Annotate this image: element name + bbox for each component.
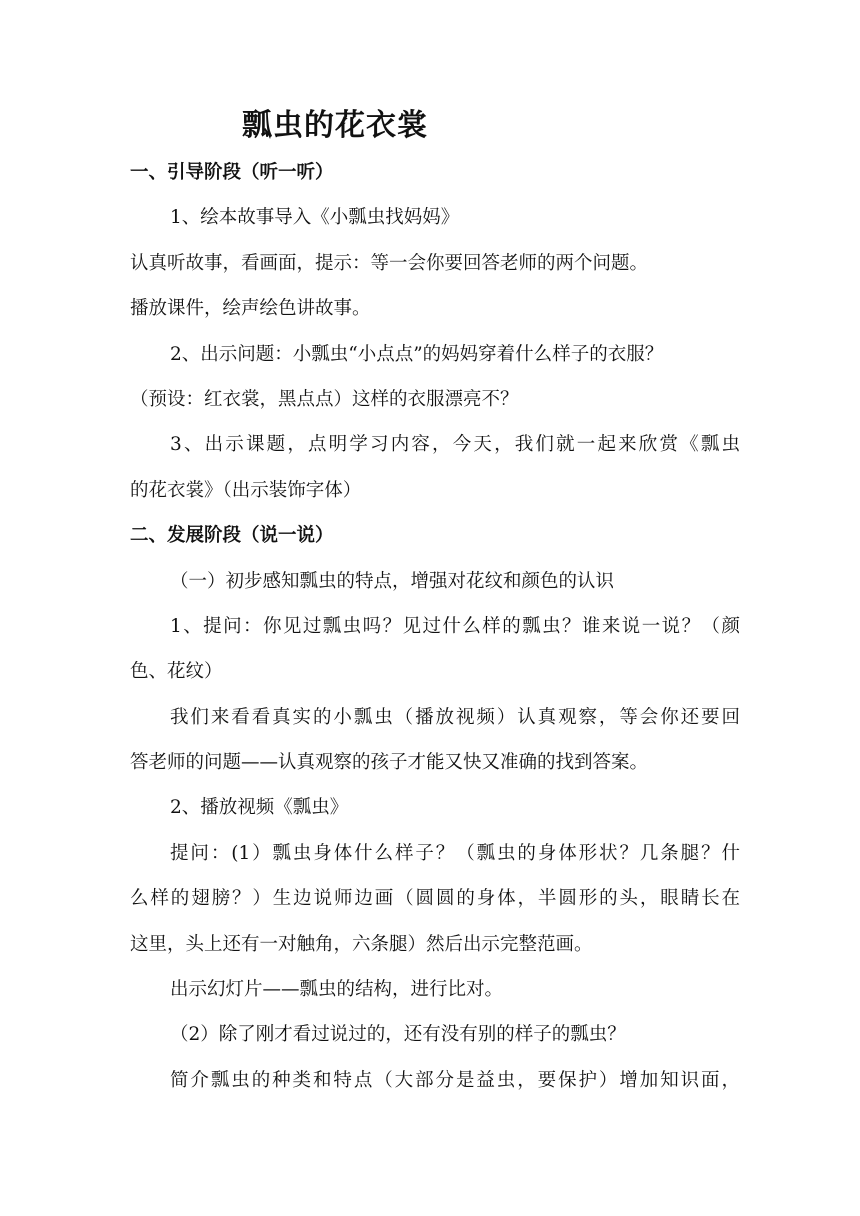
paragraph-line: 播放课件，绘声绘色讲故事。	[130, 298, 371, 320]
document-body	[130, 150, 740, 1103]
paragraph-line: 这里，头上还有一对触角，六条腿）然后出示完整范画。	[130, 933, 593, 955]
paragraph-line: 简介瓢虫的种类和特点（大部分是益虫，要保护）增加知识面，	[170, 1069, 740, 1091]
paragraph-line: 色、花纹）	[130, 661, 223, 683]
paragraph-line: 1、提问：你见过瓢虫吗？见过什么样的瓢虫？谁来说一说？（颜	[170, 615, 740, 637]
section-heading-develop: 二、发展阶段（说一说）	[130, 525, 334, 547]
paragraph-line: 答老师的问题——认真观察的孩子才能又快又准确的找到答案。	[130, 752, 649, 774]
paragraph-line: （预设：红衣裳，黑点点）这样的衣服漂亮不？	[130, 388, 519, 410]
paragraph-line: 认真听故事，看画面，提示：等一会你要回答老师的两个问题。	[130, 252, 649, 274]
subsection-heading: （一）初步感知瓢虫的特点，增强对花纹和颜色的认识	[170, 570, 615, 592]
paragraph-line: 出示幻灯片——瓢虫的结构，进行比对。	[170, 979, 504, 1001]
paragraph-line: 的花衣裳》（出示装饰字体）	[130, 479, 362, 501]
paragraph-line: （2）除了刚才看过说过的，还有没有别的样子的瓢虫？	[170, 1024, 626, 1046]
paragraph-line: 3、出示课题，点明学习内容，今天，我们就一起来欣赏《瓢虫	[170, 434, 740, 456]
paragraph-line: 么样的翅膀？）生边说师边画（圆圆的身体，半圆形的头，眼睛长在	[130, 888, 740, 910]
paragraph-line: 2、出示问题：小瓢虫“小点点”的妈妈穿着什么样子的衣服？	[170, 343, 664, 365]
paragraph-line: 1、绘本故事导入《小瓢虫找妈妈》	[170, 207, 460, 229]
paragraph-line: 我们来看看真实的小瓢虫（播放视频）认真观察，等会你还要回	[170, 706, 740, 728]
paragraph-line: 提问：(1）瓢虫身体什么样子？（瓢虫的身体形状？几条腿？什	[170, 842, 740, 864]
paragraph-line: 2、播放视频《瓢虫》	[170, 797, 349, 819]
page-title: 瓢虫的花衣裳	[242, 108, 428, 143]
section-heading-guide: 一、引导阶段（听一听）	[130, 162, 334, 183]
